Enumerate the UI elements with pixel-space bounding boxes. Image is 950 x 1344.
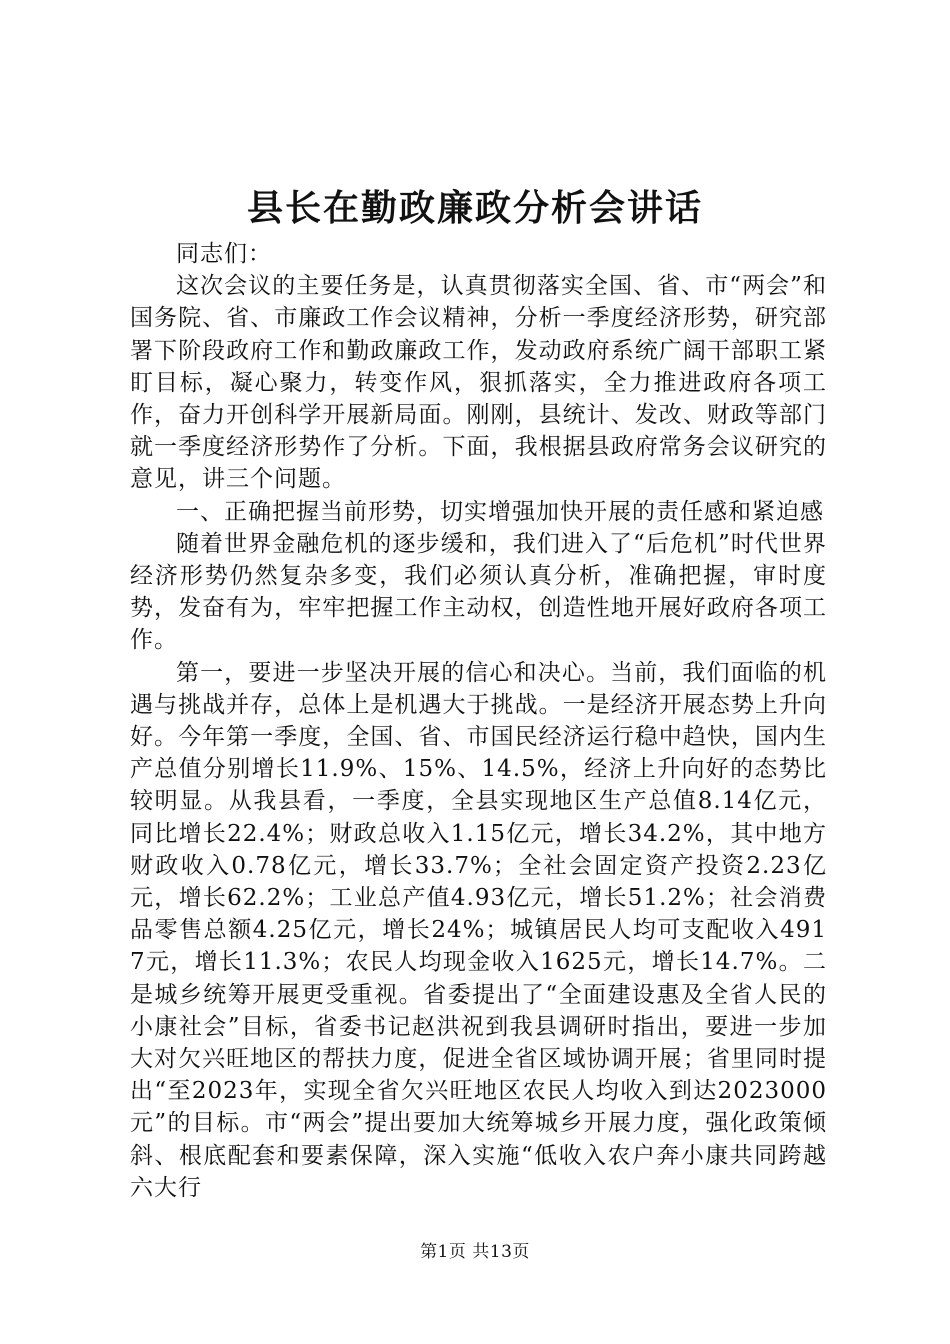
document-title: 县长在勤政廉政分析会讲话 (246, 187, 703, 229)
paragraph-context: 随着世界金融危机的逐步缓和，我们进入了“后危机”时代世界经济形势仍然复杂多变，我们必须认真分析，准确把握，审时度势，发奋有为，牢牢把握工作主动权，创造性地开展好政府各项工作。 (130, 530, 827, 654)
paragraph-first-point: 第一，要进一步坚决开展的信心和决心。当前，我们面临的机遇与挑战并存，总体上是机遇大于挑战。一是经济开展态势上升向好。今年第一季度，全国、省、市国民经济运行稳中趋快，国内生产总值分别增长11.9%、15%、14.5%，经济上升向好的态势比较明显。从我县看，一季度，全县实现地区生产总值8.14亿元，同比增长22.4%；财政总收入1.15亿元，增长34.2%，其中地方财政收入0.78亿元，增长33.7%；全社会固定资产投资2.23亿元，增长62.2%；工业总产值4.93亿元，增长51.2%；社会消费品零售总额4.25亿元，增长24%；城镇居民人均可支配收入4917元，增长11.3%；农民人均现金收入1625元，增长14.7%。二是城乡统筹开展更受重视。省委提出了“全面建设惠及全省人民的小康社会”目标，省委书记赵洪祝到我县调研时指出，要进一步加大对欠兴旺地区的帮扶力度，促进全省区域协调开展；省里同时提出“至2023年，实现全省欠兴旺地区农民人均收入到达2023000元”的目标。市“两会”提出要加大统筹城乡开展力度，强化政策倾斜、根底配套和要素保障，深入实施“低收入农户奔小康共同跨越六大行 (130, 659, 827, 1201)
section-heading-1: 一、正确把握当前形势，切实增强加快开展的责任感和紧迫感 (176, 498, 824, 525)
document-body (130, 238, 827, 1204)
page-footer: 第1页 共13页 (420, 1242, 530, 1262)
paragraph-salutation: 同志们： (176, 241, 272, 267)
paragraph-intro: 这次会议的主要任务是，认真贯彻落实全国、省、市“两会”和国务院、省、市廉政工作会议精神，分析一季度经济形势，研究部署下阶段政府工作和勤政廉政工作，发动政府系统广阔干部职工紧盯目标，凝心聚力，转变作风，狠抓落实，全力推进政府各项工作，奋力开创科学开展新局面。刚刚，县统计、发改、财政等部门就一季度经济形势作了分析。下面，我根据县政府常务会议研究的意见，讲三个问题。 (130, 273, 827, 493)
